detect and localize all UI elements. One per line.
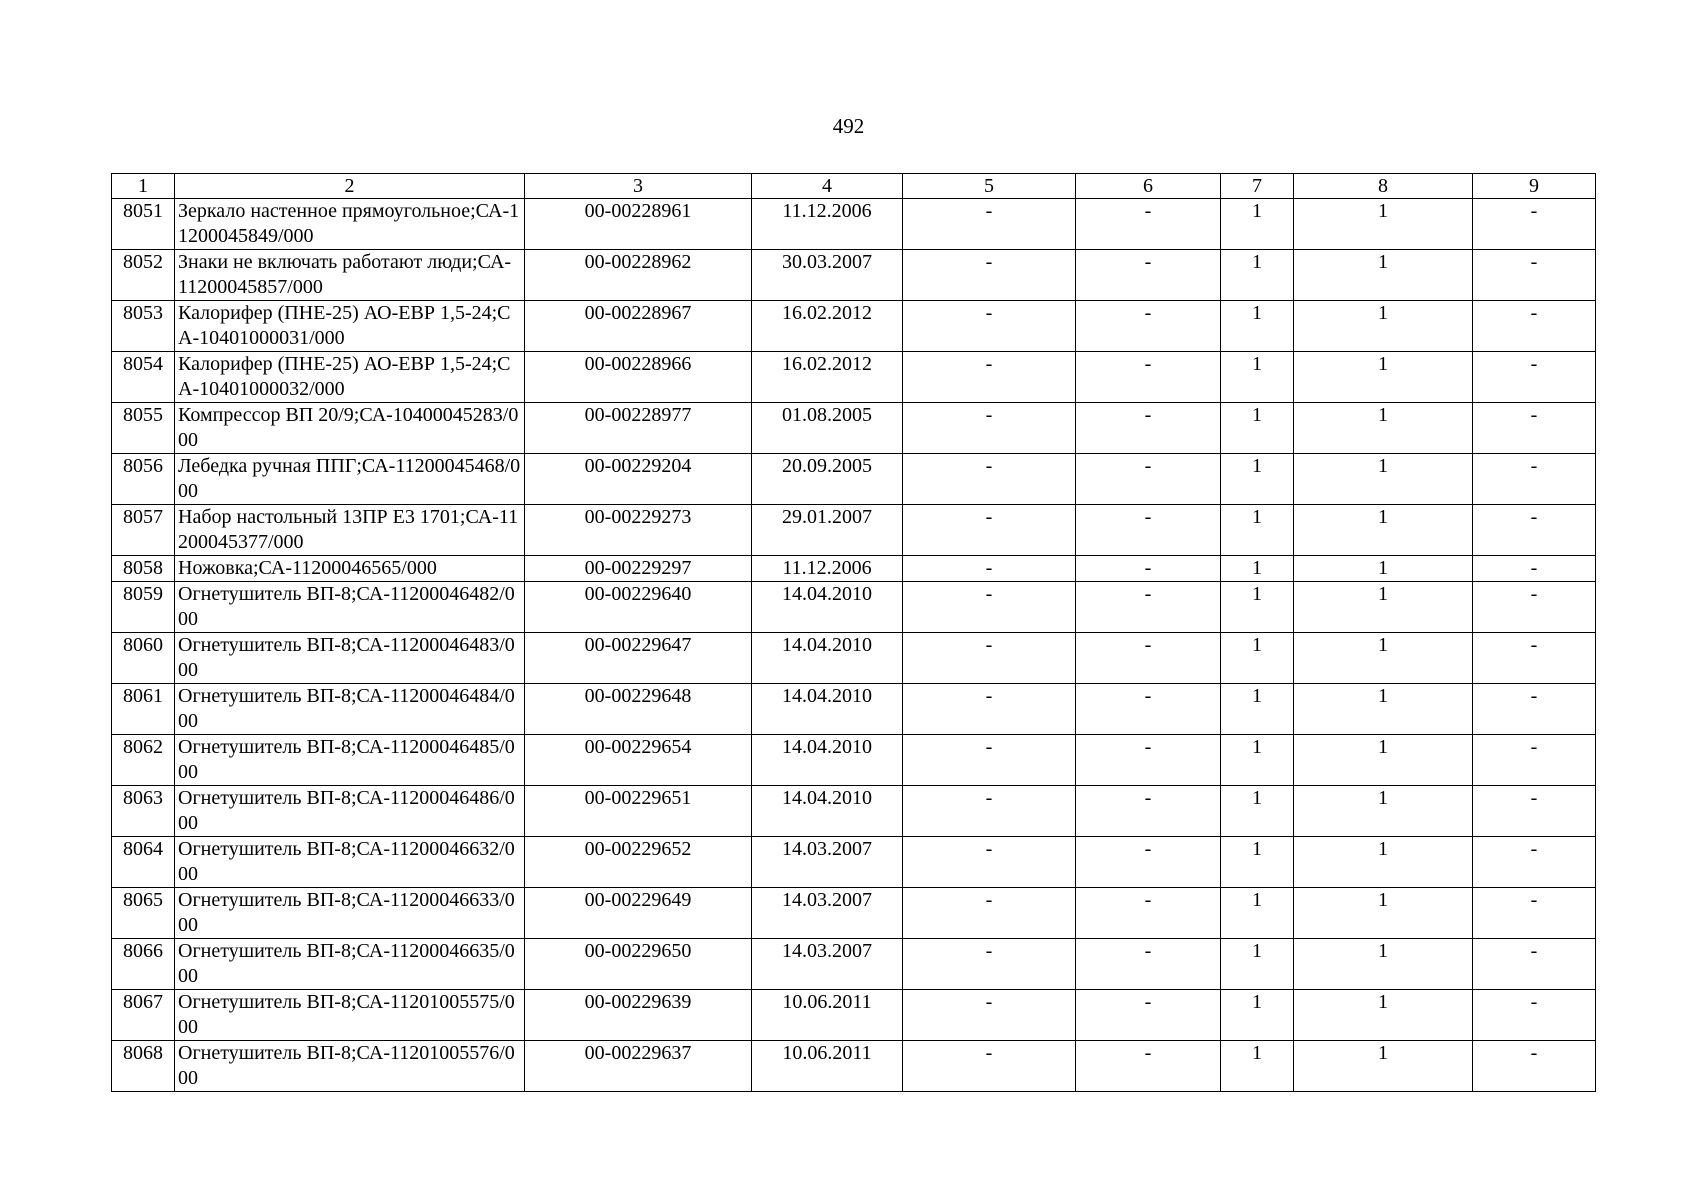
column-header: 8 [1294, 174, 1473, 199]
column-9-cell: - [1473, 786, 1596, 837]
item-name-cell: Огнетушитель ВП-8;СА-11200046486/000 [175, 786, 525, 837]
column-5-cell: - [903, 199, 1076, 250]
column-6-cell: - [1076, 352, 1221, 403]
inventory-code-cell: 00-00229640 [525, 582, 752, 633]
column-header: 7 [1221, 174, 1294, 199]
column-9-cell: - [1473, 454, 1596, 505]
column-9-cell: - [1473, 556, 1596, 582]
row-number-cell: 8065 [112, 888, 175, 939]
column-5-cell: - [903, 939, 1076, 990]
inventory-code-cell: 00-00228977 [525, 403, 752, 454]
column-8-cell: 1 [1294, 633, 1473, 684]
date-cell: 14.04.2010 [752, 684, 903, 735]
table-row [112, 939, 1596, 990]
column-9-cell: - [1473, 582, 1596, 633]
column-7-cell: 1 [1221, 888, 1294, 939]
column-5-cell: - [903, 250, 1076, 301]
inventory-code-cell: 00-00229650 [525, 939, 752, 990]
column-9-cell: - [1473, 250, 1596, 301]
column-5-cell: - [903, 735, 1076, 786]
column-7-cell: 1 [1221, 403, 1294, 454]
column-6-cell: - [1076, 556, 1221, 582]
column-9-cell: - [1473, 735, 1596, 786]
item-name-cell: Ножовка;СА-11200046565/000 [175, 556, 525, 582]
row-number-cell: 8059 [112, 582, 175, 633]
column-7-cell: 1 [1221, 250, 1294, 301]
table-row [112, 990, 1596, 1041]
column-9-cell: - [1473, 301, 1596, 352]
inventory-code-cell: 00-00229649 [525, 888, 752, 939]
table-row [112, 199, 1596, 250]
inventory-code-cell: 00-00229654 [525, 735, 752, 786]
date-cell: 16.02.2012 [752, 352, 903, 403]
column-6-cell: - [1076, 888, 1221, 939]
row-number-cell: 8068 [112, 1041, 175, 1092]
inventory-code-cell: 00-00229648 [525, 684, 752, 735]
table-row [112, 735, 1596, 786]
table-row [112, 888, 1596, 939]
column-9-cell: - [1473, 352, 1596, 403]
column-9-cell: - [1473, 199, 1596, 250]
row-number-cell: 8067 [112, 990, 175, 1041]
column-9-cell: - [1473, 684, 1596, 735]
row-number-cell: 8066 [112, 939, 175, 990]
table-row [112, 505, 1596, 556]
row-number-cell: 8056 [112, 454, 175, 505]
column-8-cell: 1 [1294, 556, 1473, 582]
column-header: 2 [175, 174, 525, 199]
row-number-cell: 8064 [112, 837, 175, 888]
row-number-cell: 8063 [112, 786, 175, 837]
date-cell: 30.03.2007 [752, 250, 903, 301]
inventory-code-cell: 00-00229637 [525, 1041, 752, 1092]
date-cell: 14.03.2007 [752, 939, 903, 990]
column-9-cell: - [1473, 1041, 1596, 1092]
date-cell: 14.03.2007 [752, 888, 903, 939]
item-name-cell: Огнетушитель ВП-8;СА-11200046633/000 [175, 888, 525, 939]
table-row [112, 582, 1596, 633]
column-6-cell: - [1076, 939, 1221, 990]
page-number: 492 [832, 114, 865, 138]
column-6-cell: - [1076, 684, 1221, 735]
item-name-cell: Огнетушитель ВП-8;СА-11201005576/000 [175, 1041, 525, 1092]
inventory-code-cell: 00-00229651 [525, 786, 752, 837]
table-row [112, 301, 1596, 352]
column-7-cell: 1 [1221, 352, 1294, 403]
table-row [112, 556, 1596, 582]
column-5-cell: - [903, 301, 1076, 352]
row-number-cell: 8061 [112, 684, 175, 735]
column-7-cell: 1 [1221, 505, 1294, 556]
column-7-cell: 1 [1221, 633, 1294, 684]
item-name-cell: Набор настольный 13ПР Е3 1701;СА-11200045377/000 [175, 505, 525, 556]
column-8-cell: 1 [1294, 990, 1473, 1041]
column-5-cell: - [903, 837, 1076, 888]
table-row [112, 837, 1596, 888]
column-5-cell: - [903, 888, 1076, 939]
column-7-cell: 1 [1221, 684, 1294, 735]
table-row [112, 454, 1596, 505]
date-cell: 14.04.2010 [752, 582, 903, 633]
column-8-cell: 1 [1294, 352, 1473, 403]
column-8-cell: 1 [1294, 1041, 1473, 1092]
column-8-cell: 1 [1294, 939, 1473, 990]
row-number-cell: 8053 [112, 301, 175, 352]
column-6-cell: - [1076, 633, 1221, 684]
item-name-cell: Знаки не включать работают люди;СА-11200045857/000 [175, 250, 525, 301]
column-5-cell: - [903, 454, 1076, 505]
column-6-cell: - [1076, 786, 1221, 837]
date-cell: 10.06.2011 [752, 1041, 903, 1092]
column-5-cell: - [903, 633, 1076, 684]
column-8-cell: 1 [1294, 888, 1473, 939]
column-6-cell: - [1076, 505, 1221, 556]
column-5-cell: - [903, 403, 1076, 454]
column-5-cell: - [903, 582, 1076, 633]
table-row [112, 352, 1596, 403]
column-7-cell: 1 [1221, 582, 1294, 633]
column-6-cell: - [1076, 199, 1221, 250]
column-7-cell: 1 [1221, 786, 1294, 837]
row-number-cell: 8062 [112, 735, 175, 786]
date-cell: 14.04.2010 [752, 786, 903, 837]
table-row [112, 684, 1596, 735]
table-body [112, 199, 1596, 1092]
column-9-cell: - [1473, 990, 1596, 1041]
inventory-code-cell: 00-00228967 [525, 301, 752, 352]
column-header: 5 [903, 174, 1076, 199]
date-cell: 14.04.2010 [752, 735, 903, 786]
row-number-cell: 8054 [112, 352, 175, 403]
column-5-cell: - [903, 684, 1076, 735]
column-5-cell: - [903, 556, 1076, 582]
column-8-cell: 1 [1294, 454, 1473, 505]
table-row [112, 403, 1596, 454]
inventory-table [111, 173, 1596, 1092]
date-cell: 20.09.2005 [752, 454, 903, 505]
table-row [112, 1041, 1596, 1092]
column-6-cell: - [1076, 837, 1221, 888]
date-cell: 11.12.2006 [752, 556, 903, 582]
table-row [112, 633, 1596, 684]
column-9-cell: - [1473, 837, 1596, 888]
column-8-cell: 1 [1294, 250, 1473, 301]
column-7-cell: 1 [1221, 301, 1294, 352]
inventory-code-cell: 00-00228962 [525, 250, 752, 301]
table-row [112, 250, 1596, 301]
item-name-cell: Лебедка ручная ППГ;СА-11200045468/000 [175, 454, 525, 505]
column-9-cell: - [1473, 888, 1596, 939]
column-9-cell: - [1473, 939, 1596, 990]
column-header: 4 [752, 174, 903, 199]
column-5-cell: - [903, 1041, 1076, 1092]
column-8-cell: 1 [1294, 582, 1473, 633]
item-name-cell: Компрессор ВП 20/9;СА-10400045283/000 [175, 403, 525, 454]
inventory-code-cell: 00-00229273 [525, 505, 752, 556]
column-9-cell: - [1473, 633, 1596, 684]
date-cell: 16.02.2012 [752, 301, 903, 352]
column-header: 1 [112, 174, 175, 199]
item-name-cell: Огнетушитель ВП-8;СА-11201005575/000 [175, 990, 525, 1041]
column-7-cell: 1 [1221, 1041, 1294, 1092]
column-9-cell: - [1473, 403, 1596, 454]
column-8-cell: 1 [1294, 684, 1473, 735]
inventory-code-cell: 00-00228966 [525, 352, 752, 403]
column-5-cell: - [903, 786, 1076, 837]
column-8-cell: 1 [1294, 786, 1473, 837]
item-name-cell: Огнетушитель ВП-8;СА-11200046484/000 [175, 684, 525, 735]
date-cell: 14.03.2007 [752, 837, 903, 888]
item-name-cell: Зеркало настенное прямоугольное;СА-11200045849/000 [175, 199, 525, 250]
column-7-cell: 1 [1221, 837, 1294, 888]
item-name-cell: Огнетушитель ВП-8;СА-11200046632/000 [175, 837, 525, 888]
inventory-code-cell: 00-00229647 [525, 633, 752, 684]
column-5-cell: - [903, 352, 1076, 403]
inventory-code-cell: 00-00229639 [525, 990, 752, 1041]
row-number-cell: 8052 [112, 250, 175, 301]
column-6-cell: - [1076, 301, 1221, 352]
row-number-cell: 8051 [112, 199, 175, 250]
column-7-cell: 1 [1221, 990, 1294, 1041]
item-name-cell: Огнетушитель ВП-8;СА-11200046635/000 [175, 939, 525, 990]
row-number-cell: 8060 [112, 633, 175, 684]
table-row [112, 786, 1596, 837]
date-cell: 29.01.2007 [752, 505, 903, 556]
date-cell: 11.12.2006 [752, 199, 903, 250]
column-number-row [112, 174, 1596, 199]
column-7-cell: 1 [1221, 735, 1294, 786]
column-8-cell: 1 [1294, 199, 1473, 250]
column-6-cell: - [1076, 250, 1221, 301]
column-6-cell: - [1076, 403, 1221, 454]
column-7-cell: 1 [1221, 556, 1294, 582]
row-number-cell: 8058 [112, 556, 175, 582]
item-name-cell: Огнетушитель ВП-8;СА-11200046483/000 [175, 633, 525, 684]
column-5-cell: - [903, 990, 1076, 1041]
item-name-cell: Огнетушитель ВП-8;СА-11200046482/000 [175, 582, 525, 633]
column-9-cell: - [1473, 505, 1596, 556]
column-7-cell: 1 [1221, 454, 1294, 505]
inventory-code-cell: 00-00229204 [525, 454, 752, 505]
row-number-cell: 8055 [112, 403, 175, 454]
item-name-cell: Калорифер (ПНЕ-25) АО-ЕВР 1,5-24;СА-10401000032/000 [175, 352, 525, 403]
column-8-cell: 1 [1294, 301, 1473, 352]
column-8-cell: 1 [1294, 735, 1473, 786]
row-number-cell: 8057 [112, 505, 175, 556]
date-cell: 14.04.2010 [752, 633, 903, 684]
column-7-cell: 1 [1221, 199, 1294, 250]
column-6-cell: - [1076, 454, 1221, 505]
column-6-cell: - [1076, 735, 1221, 786]
column-5-cell: - [903, 505, 1076, 556]
date-cell: 10.06.2011 [752, 990, 903, 1041]
column-8-cell: 1 [1294, 837, 1473, 888]
item-name-cell: Калорифер (ПНЕ-25) АО-ЕВР 1,5-24;СА-10401000031/000 [175, 301, 525, 352]
column-header: 3 [525, 174, 752, 199]
column-8-cell: 1 [1294, 403, 1473, 454]
inventory-code-cell: 00-00228961 [525, 199, 752, 250]
column-6-cell: - [1076, 990, 1221, 1041]
column-6-cell: - [1076, 1041, 1221, 1092]
column-6-cell: - [1076, 582, 1221, 633]
inventory-code-cell: 00-00229297 [525, 556, 752, 582]
inventory-code-cell: 00-00229652 [525, 837, 752, 888]
column-header: 6 [1076, 174, 1221, 199]
item-name-cell: Огнетушитель ВП-8;СА-11200046485/000 [175, 735, 525, 786]
date-cell: 01.08.2005 [752, 403, 903, 454]
column-7-cell: 1 [1221, 939, 1294, 990]
column-8-cell: 1 [1294, 505, 1473, 556]
column-header: 9 [1473, 174, 1596, 199]
